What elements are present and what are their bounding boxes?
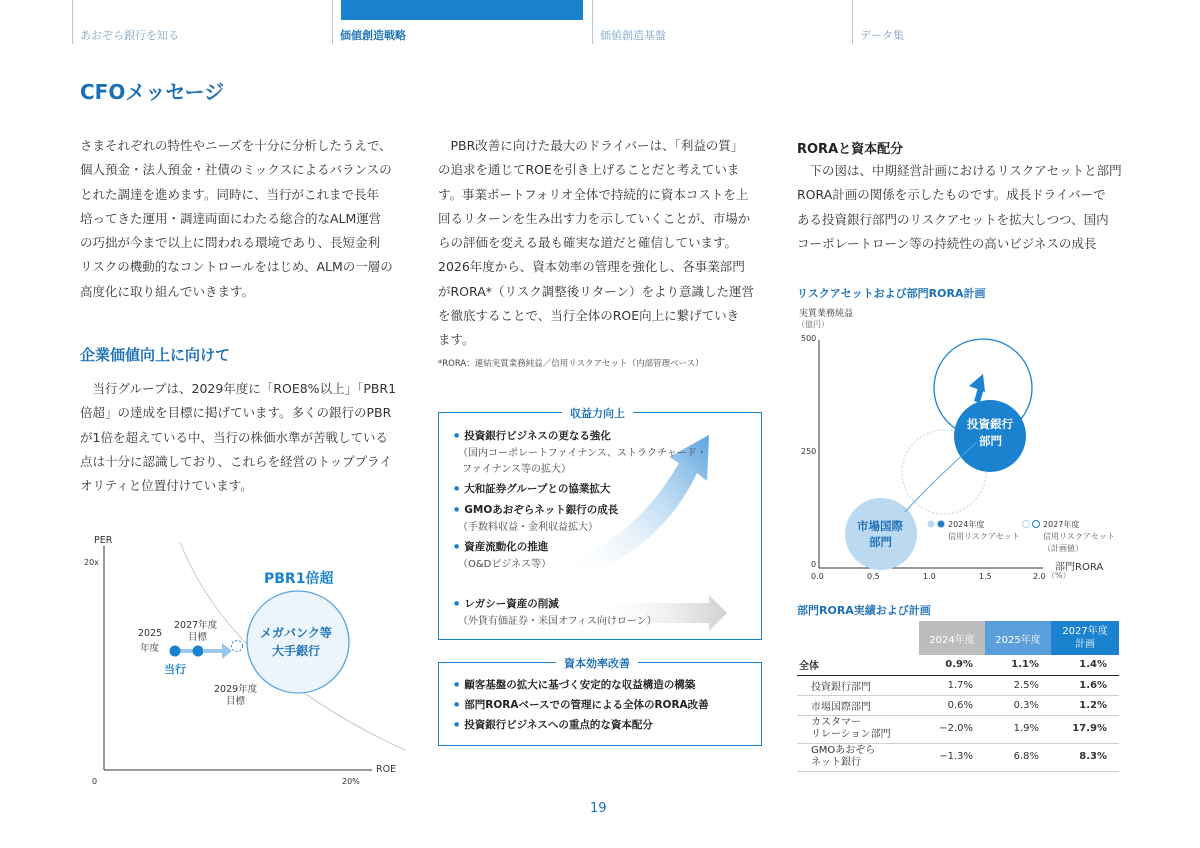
text-line: とれた調達を進めます。同時に、当行がこれまで長年: [80, 186, 380, 202]
left-column-text: [80, 134, 410, 304]
label-2025-2: 年度: [140, 643, 160, 654]
section-heading-rora: RORAと資本配分: [797, 142, 904, 157]
ib-label-1: 投資銀行: [967, 417, 1013, 431]
text-line: す。事業ポートフォリオ全体で持続的に資本コストを上: [438, 186, 749, 202]
rora-footnote: *RORA：連結実質業務純益／信用リスクアセット（内部管理ベース）: [438, 359, 704, 369]
cell-2027: 8.3%: [1051, 743, 1119, 771]
row-name-line: GMOあおぞら: [811, 745, 876, 756]
nav-item-label: あおぞら銀行を知る: [80, 29, 179, 42]
table-header-2025: 2025年度: [985, 621, 1051, 655]
bubble-chart: [797, 302, 1127, 592]
row-name: 市場国際部門: [797, 695, 919, 715]
table-header-empty: [797, 621, 919, 655]
bullet-sub: （O&Dビジネス等）: [458, 559, 552, 570]
header-line: 2027年度: [1062, 626, 1108, 637]
table-header-2027: [1051, 621, 1119, 655]
text-line: PBR改善に向けた最大のドライバーは、「利益の質」: [438, 138, 744, 153]
nav-item-label: 価値創造戦略: [340, 29, 406, 42]
text-line: RORA計画の関係を示したものです。成長ドライバーで: [797, 187, 1106, 203]
text-line: がRORA*（リスク調整後リターン）をより意識した運営: [438, 283, 755, 299]
row-name-line: カスタマー: [811, 717, 861, 728]
cell-2025: 1.1%: [985, 655, 1051, 675]
nav-item-value-foundation[interactable]: [592, 0, 852, 44]
y-axis-label: PER: [94, 535, 113, 546]
point-2029: [232, 641, 243, 652]
rora-table: [797, 621, 1119, 772]
table-header-2024: 2024年度: [919, 621, 985, 655]
ib-label-2: 部門: [979, 434, 1002, 448]
capital-efficiency-box-title: 資本効率改善: [556, 655, 638, 671]
bullet-item: ● 投資銀行ビジネスへの重点的な資本配分: [454, 717, 653, 732]
text-line: の追求を通じてROEを引き上げることだと考えていま: [438, 162, 740, 178]
row-name-line: ネット銀行: [811, 757, 861, 768]
nav-item-data[interactable]: [852, 0, 1152, 44]
y-tick: 0: [811, 560, 817, 569]
nav-item-value-strategy[interactable]: [332, 0, 592, 44]
label-2027-2: 目標: [188, 632, 208, 643]
label-2027-1: 2027年度: [174, 620, 218, 631]
legend-2024-dark: [938, 521, 945, 528]
cell-2027: 17.9%: [1051, 715, 1119, 743]
top-navigation: [0, 0, 1200, 44]
x-axis-label: ROE: [376, 764, 397, 775]
y-axis-unit: （億円）: [797, 320, 829, 329]
table-row: [797, 655, 1119, 675]
text-line: 回るリターンを生み出す力を示していくことが、市場か: [438, 210, 751, 226]
legend-2024-label-2: 信用リスクアセット: [948, 532, 1020, 541]
text-line: 培ってきた運用・調達両面にわたる総合的なALM運営: [80, 210, 382, 226]
ib-arrow: [977, 388, 981, 402]
cell-2027: 1.2%: [1051, 695, 1119, 715]
cell-2025: 6.8%: [985, 743, 1051, 771]
text-line: が1倍を超えている中、当行の株価水準が苦戦している: [80, 429, 388, 445]
middle-column-text: [438, 134, 768, 353]
row-name: 全体: [797, 655, 919, 675]
legend-2027-label-3: （計画値）: [1043, 544, 1083, 553]
legend-2024-light: [928, 521, 935, 528]
right-column-text: [797, 159, 1127, 256]
legend-2027-light: [1023, 521, 1030, 528]
x-tick: 1.0: [923, 572, 936, 581]
y-axis-label: 実質業務純益: [799, 309, 854, 319]
x-tick: 20%: [342, 777, 360, 786]
bullet-item: ● 資産流動化の推進: [454, 539, 548, 554]
profitability-box-title: 収益力向上: [562, 405, 633, 421]
cell-2024: 1.7%: [919, 675, 985, 695]
text-line: ます。: [438, 332, 475, 348]
y-tick: 20x: [84, 558, 99, 567]
bullet-sub: ファイナンス等の拡大）: [462, 464, 571, 475]
row-name: 投資銀行部門: [797, 675, 919, 695]
legend-2027-label-2: 信用リスクアセット: [1043, 532, 1115, 541]
cell-2025: 2.5%: [985, 675, 1051, 695]
cell-2024: −2.0%: [919, 715, 985, 743]
x-axis-unit: （%）: [1047, 571, 1071, 580]
bullet-sub: （外貨有価証券・米国オフィス向けローン）: [458, 616, 657, 627]
cell-2024: −1.3%: [919, 743, 985, 771]
label-own-bank: 当行: [164, 663, 186, 676]
text-line: を徹底することで、当行全体のROE向上に繋げていき: [438, 308, 740, 324]
cell-2027: 1.6%: [1051, 675, 1119, 695]
y-tick: 250: [801, 447, 817, 456]
table-row: [797, 743, 1119, 771]
text-line: 下の図は、中期経営計画におけるリスクアセットと部門: [797, 163, 1122, 178]
cell-2025: 0.3%: [985, 695, 1051, 715]
page-title: CFOメッセージ: [80, 80, 225, 104]
nav-item-label: データ集: [860, 29, 904, 42]
text-line: らの評価を変える最も確実な道だと確信しています。: [438, 235, 738, 251]
x-axis-label: 部門RORA: [1055, 562, 1104, 573]
row-name: [797, 743, 919, 771]
rora-table-title: 部門RORA実績および計画: [797, 604, 931, 617]
text-line: 倍超」の達成を目標に掲げています。多くの銀行のPBR: [80, 405, 392, 421]
label-2029-1: 2029年度: [214, 684, 258, 695]
row-name-line: リレーション部門: [811, 729, 891, 740]
left-column-text-2: [80, 377, 410, 498]
text-line: オリティと位置付けています。: [80, 478, 253, 494]
active-tab-indicator: [341, 0, 583, 20]
row-name: [797, 715, 919, 743]
legend-2027-label-1: 2027年度: [1043, 520, 1080, 529]
bubble-chart-title: リスクアセットおよび部門RORA計画: [797, 287, 986, 300]
cell-2027: 1.4%: [1051, 655, 1119, 675]
label-2029-2: 目標: [226, 696, 246, 707]
cell-2024: 0.9%: [919, 655, 985, 675]
cell-2025: 1.9%: [985, 715, 1051, 743]
legend-2027-dark: [1033, 521, 1040, 528]
table-header-row: [797, 621, 1119, 655]
x-tick: 2.0: [1033, 572, 1046, 581]
bullet-sub: （手数料収益・金利収益拡大）: [458, 522, 598, 533]
bullet-item: ● 投資銀行ビジネスの更なる強化: [454, 428, 611, 443]
text-line: 当行グループは、2029年度に「ROE8%以上」「PBR1: [80, 381, 397, 396]
pbr-chart-svg: [80, 530, 420, 800]
bullet-item: ● 顧客基盤の拡大に基づく安定的な収益構造の構築: [454, 677, 695, 692]
megabank-label-1: メガバンク等: [260, 626, 332, 640]
bullet-item: ● 大和証券グループとの協業拡大: [454, 481, 610, 496]
page-number: 19: [590, 801, 607, 816]
text-line: 高度化に取り組んでいきます。: [80, 283, 255, 299]
header-line: 計画: [1075, 639, 1095, 650]
point-2025: [170, 646, 181, 657]
text-line: リスクの機動的なコントロールをはじめ、ALMの一層の: [80, 259, 393, 275]
text-line: さまそれぞれの特性やニーズを十分に分析したうえで、: [80, 138, 392, 153]
cell-2024: 0.6%: [919, 695, 985, 715]
nav-item-about[interactable]: [72, 0, 332, 44]
x-tick: 0.0: [811, 572, 824, 581]
text-line: ある投資銀行部門のリスクアセットを拡大しつつ、国内: [797, 211, 1109, 227]
text-line: 2026年度から、資本効率の管理を強化し、各事業部門: [438, 259, 745, 275]
pbr-label: PBR1倍超: [264, 571, 334, 587]
table-row: [797, 675, 1119, 695]
nav-item-label: 価値創造基盤: [600, 29, 666, 42]
bullet-item: ● GMOあおぞらネット銀行の成長: [454, 502, 618, 517]
megabank-label-2: 大手銀行: [272, 644, 321, 658]
origin-label: 0: [92, 777, 98, 786]
y-tick: 500: [801, 334, 817, 343]
mkt-label-1: 市場国際: [857, 519, 903, 533]
x-tick: 0.5: [867, 572, 880, 581]
table-row: [797, 715, 1119, 743]
table-row: [797, 695, 1119, 715]
bullet-item: ● 部門RORAベースでの管理による全体のRORA改善: [454, 697, 709, 712]
point-2027: [193, 646, 204, 657]
section-heading-value: 企業価値向上に向けて: [80, 346, 231, 364]
text-line: 点は十分に認識しており、これらを経営のトッププライ: [80, 453, 392, 469]
legend-2024-label-1: 2024年度: [948, 520, 985, 529]
label-2025-1: 2025: [138, 628, 163, 639]
text-line: 個人預金・法人預金・社債のミックスによるバランスの: [80, 162, 392, 178]
bullet-item: ● レガシー資産の削減: [454, 596, 559, 611]
x-tick: 1.5: [979, 572, 992, 581]
text-line: の巧拙が今まで以上に問われる環境であり、長短金利: [80, 235, 381, 251]
arrow-head: [222, 643, 232, 659]
bullet-sub: （国内コーポレートファイナンス、ストラクチャード・: [458, 448, 707, 459]
text-line: コーポレートローン等の持続性の高いビジネスの成長: [797, 235, 1097, 251]
mkt-label-2: 部門: [869, 535, 892, 549]
pbr-chart: [80, 530, 420, 800]
